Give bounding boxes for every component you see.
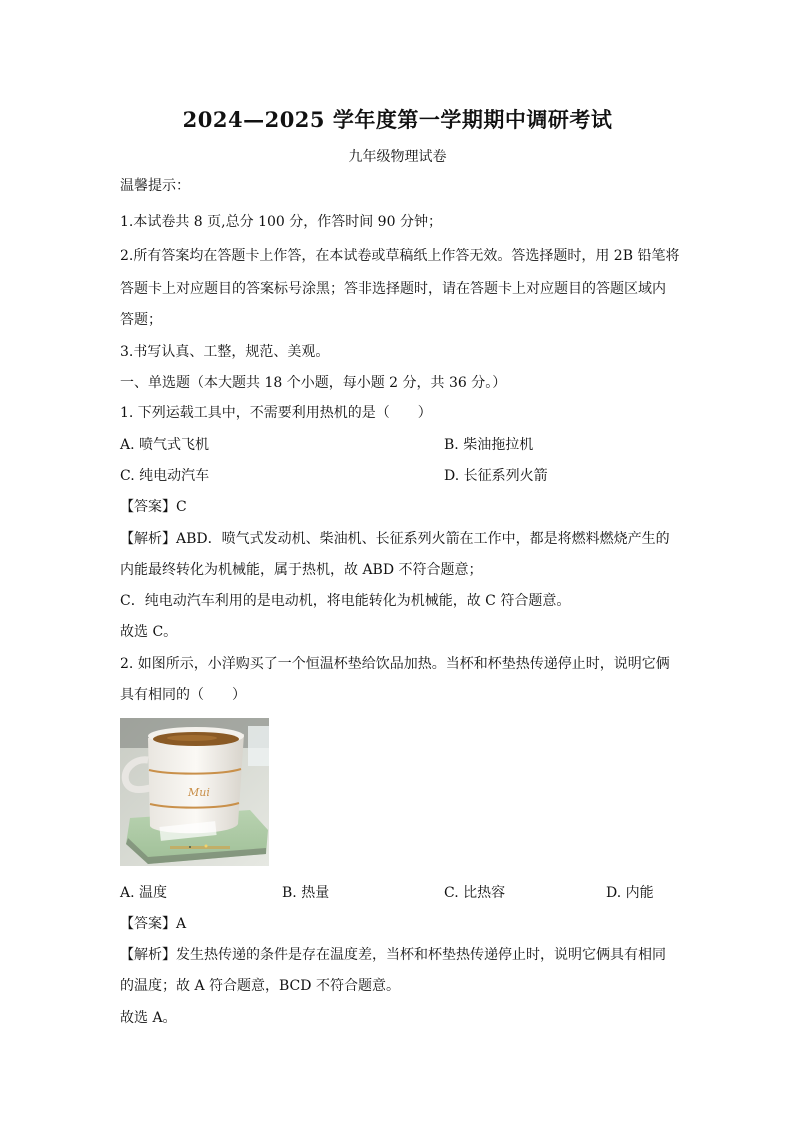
section-heading: 一、单选题（本大题共 18 个小题，每小题 2 分，共 36 分。） bbox=[120, 375, 507, 391]
mug-photo-illustration bbox=[120, 718, 269, 866]
note-2-line-3: 答题； bbox=[120, 312, 162, 328]
q1-option-a: A. 喷气式飞机 bbox=[120, 437, 210, 453]
q2-analysis-line-1: 【解析】发生热传递的条件是存在温度差，当杯和杯垫热传递停止时，说明它俩具有相同 bbox=[120, 947, 666, 963]
q1-stem: 1. 下列运载工具中，不需要利用热机的是（ ） bbox=[120, 405, 432, 421]
notes-heading: 温馨提示： bbox=[120, 178, 190, 194]
q1-conclusion: 故选 C。 bbox=[120, 624, 178, 640]
q1-analysis-line-3: C．纯电动汽车利用的是电动机，将电能转化为机械能，故 C 符合题意。 bbox=[120, 593, 571, 609]
q2-option-b: B. 热量 bbox=[282, 885, 330, 901]
q2-option-d: D. 内能 bbox=[606, 885, 654, 901]
q1-answer: 【答案】C bbox=[120, 499, 187, 515]
mug-logo: Mui bbox=[188, 786, 210, 799]
note-1: 1.本试卷共 8 页,总分 100 分，作答时间 90 分钟； bbox=[120, 214, 442, 230]
q2-option-a: A. 温度 bbox=[120, 885, 168, 901]
mug-on-warmer-photo bbox=[120, 718, 269, 866]
q2-stem-line-2: 具有相同的（ ） bbox=[120, 687, 246, 703]
note-2-line-1: 2.所有答案均在答题卡上作答，在本试卷或草稿纸上作答无效。答选择题时，用 2B 铅笔将 bbox=[120, 248, 680, 264]
note-2-line-2: 答题卡上对应题目的答案标号涂黑；答非选择题时，请在答题卡上对应题目的答题区域内 bbox=[120, 281, 666, 297]
q2-option-c: C. 比热容 bbox=[444, 885, 506, 901]
q1-option-d: D. 长征系列火箭 bbox=[444, 468, 548, 484]
note-3: 3.书写认真、工整，规范、美观。 bbox=[120, 344, 330, 360]
q2-conclusion: 故选 A。 bbox=[120, 1010, 177, 1026]
page-title: 2024—2025 学年度第一学期期中调研考试 bbox=[182, 107, 613, 132]
q1-option-b: B. 柴油拖拉机 bbox=[444, 437, 534, 453]
q1-analysis-line-2: 内能最终转化为机械能，属于热机，故 ABD 不符合题意； bbox=[120, 562, 483, 578]
page-subtitle: 九年级物理试卷 bbox=[348, 149, 447, 165]
q1-option-c: C. 纯电动汽车 bbox=[120, 468, 210, 484]
q2-stem-line-1: 2. 如图所示，小洋购买了一个恒温杯垫给饮品加热。当杯和杯垫热传递停止时，说明它俩 bbox=[120, 656, 670, 672]
q1-analysis-line-1: 【解析】ABD．喷气式发动机、柴油机、长征系列火箭在工作中，都是将燃料燃烧产生的 bbox=[120, 531, 670, 547]
q2-answer: 【答案】A bbox=[120, 916, 187, 932]
q2-analysis-line-2: 的温度；故 A 符合题意，BCD 不符合题意。 bbox=[120, 978, 400, 994]
